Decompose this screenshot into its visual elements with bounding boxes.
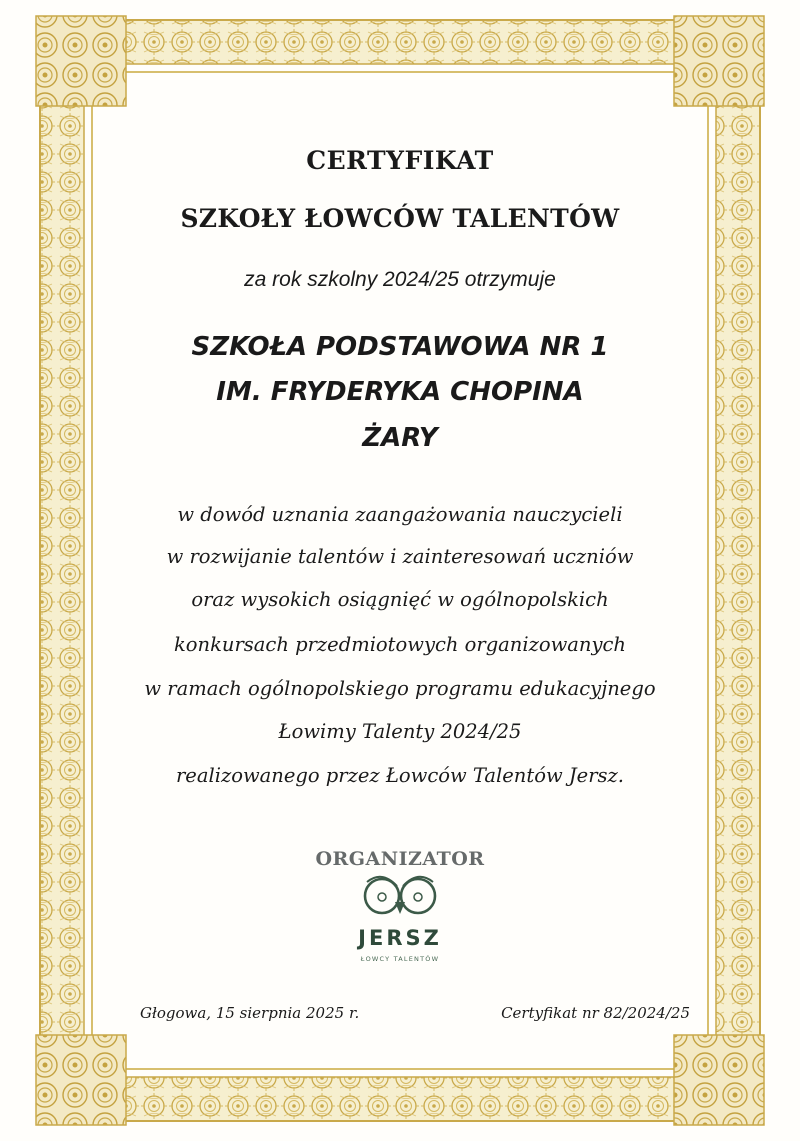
body-text-line: w rozwijanie talentów i zainteresowań uczniów: [166, 545, 634, 568]
body-text-line: Łowimy Talenty 2024/25: [278, 720, 522, 743]
certificate-number: Certyfikat nr 82/2024/25: [501, 1004, 690, 1022]
body-text-line: konkursach przedmiotowych organizowanych: [173, 633, 626, 656]
body-text-line: w dowód uznania zaangażowania nauczycieli: [177, 503, 623, 526]
place-and-date: Głogowa, 15 sierpnia 2025 r.: [140, 1004, 360, 1022]
organizer-logo-name: JERSZ: [358, 926, 442, 950]
recipient-name-line-2: IM. FRYDERYKA CHOPINA: [216, 377, 584, 407]
body-text-line: w ramach ogólnopolskiego programu edukacyjnego: [144, 677, 656, 700]
organizer-label: ORGANIZATOR: [315, 848, 485, 870]
certificate-title: CERTYFIKAT: [306, 146, 494, 175]
award-intro: za rok szkolny 2024/25 otrzymuje: [244, 268, 556, 291]
recipient-name-line-1: SZKOŁA PODSTAWOWA NR 1: [191, 332, 609, 362]
organizer-logo-tagline: ŁOWCY TALENTÓW: [360, 955, 440, 963]
recipient-city: ŻARY: [362, 423, 438, 453]
owl-logo-icon: [355, 872, 445, 922]
certificate-subtitle: SZKOŁY ŁOWCÓW TALENTÓW: [180, 204, 620, 233]
body-text-line: realizowanego przez Łowców Talentów Jersz.: [175, 764, 624, 787]
body-text-line: oraz wysokich osiągnięć w ogólnopolskich: [191, 588, 609, 611]
